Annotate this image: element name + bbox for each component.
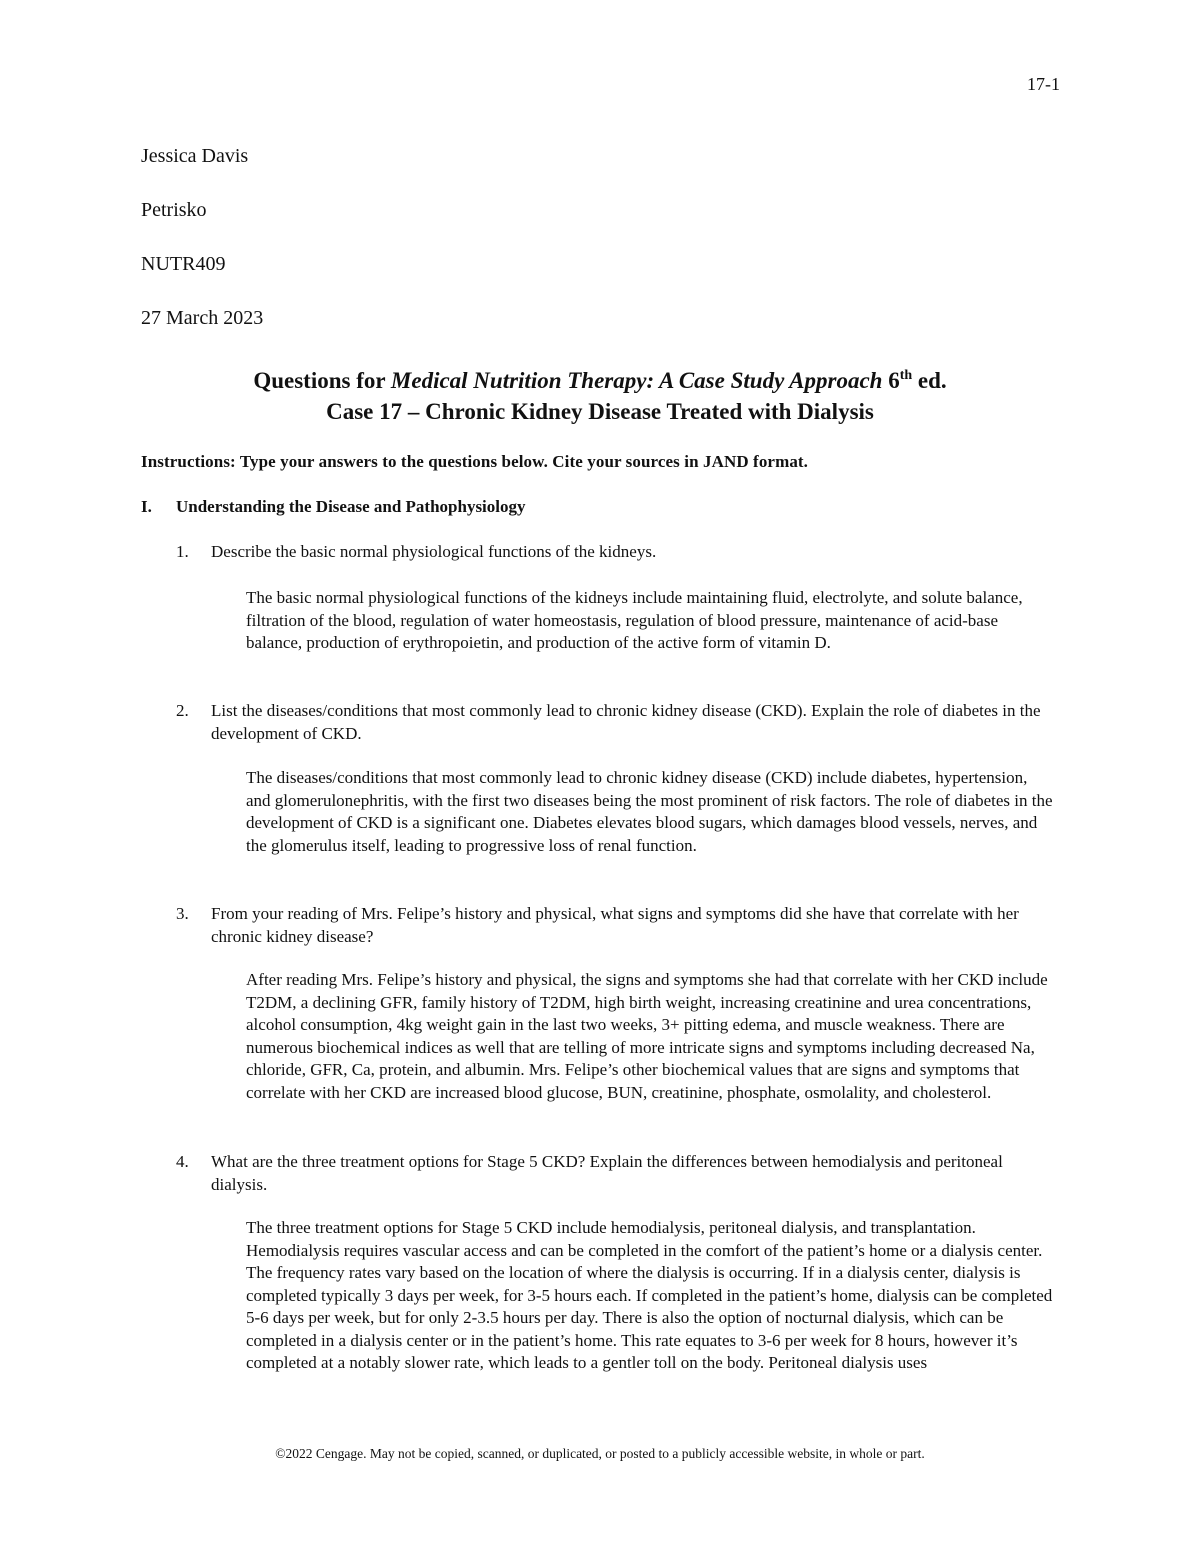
instructions: Instructions: Type your answers to the questions below. Cite your sources in JAND format. bbox=[141, 452, 809, 471]
edition-suffix: ed. bbox=[912, 368, 947, 393]
question-number: 3. bbox=[176, 904, 189, 923]
document-title bbox=[0, 365, 1200, 396]
book-title: Medical Nutrition Therapy: A Case Study Approach bbox=[390, 368, 883, 393]
answer-3: After reading Mrs. Felipe’s history and physical, the signs and symptoms she had that correlate with her CKD include T2DM, a declining GFR, family history of T2DM, high birth weight, increasing creatinine and urea concentrations, alcohol consumption, 4kg weight gain in the last two weeks, 3+ pitting edema, and muscle weakness. There are numerous biochemical indices as well that are telling of more intricate signs and symptoms including decreased Na, chloride, GFR, Ca, protein, and albumin. Mrs. Felipe’s other biochemical values that are signs and symptoms that correlate with her CKD are increased blood glucose, BUN, creatinine, phosphate, osmolality, and cholesterol. bbox=[246, 970, 1048, 1102]
question-number: 1. bbox=[176, 542, 189, 561]
answer-1: The basic normal physiological functions of the kidneys include maintaining fluid, electrolyte, and solute balance, filtration of the blood, regulation of water homeostasis, regulation of blood pressure, maintenance of acid-base balance, production of erythropoietin, and production of the active form of vitamin D. bbox=[246, 588, 1023, 652]
section-number: I. bbox=[141, 497, 152, 516]
question-number: 4. bbox=[176, 1152, 189, 1171]
question-text: Describe the basic normal physiological functions of the kidneys. bbox=[211, 542, 657, 561]
answer-4: The three treatment options for Stage 5 CKD include hemodialysis, peritoneal dialysis, and transplantation. Hemodialysis requires vascular access and can be completed in the comfort of the patient’s home or a dialysis center. The frequency rates vary based on the location of where the dialysis is occurring. If in a dialysis center, dialysis is completed typically 3 days per week, for 3-5 hours each. If completed in the patient’s home, dialysis can be completed 5-6 days per week, but for only 2-3.5 hours per day. There is also the option of nocturnal dialysis, which can be completed in a dialysis center or in the patient’s home. This rate equates to 3-6 per week for 8 hours, however it’s completed at a notably slower rate, which leads to a gentler toll on the body. Peritoneal dialysis uses bbox=[246, 1218, 1053, 1372]
title-prefix: Questions for bbox=[253, 368, 391, 393]
edition-number: 6 bbox=[882, 368, 900, 393]
question-3 bbox=[176, 903, 1056, 948]
question-4 bbox=[176, 1151, 1056, 1196]
edition-superscript: th bbox=[899, 368, 913, 383]
question-text: From your reading of Mrs. Felipe’s history and physical, what signs and symptoms did she have that correlate with her chronic kidney disease? bbox=[211, 904, 1019, 946]
question-number: 2. bbox=[176, 701, 189, 720]
copyright-footer: ©2022 Cengage. May not be copied, scanned, or duplicated, or posted to a publicly accessible website, in whole or part. bbox=[275, 1446, 925, 1461]
question-text: List the diseases/conditions that most commonly lead to chronic kidney disease (CKD). Explain the role of diabetes in the development of CKD. bbox=[211, 701, 1041, 743]
answer-2: The diseases/conditions that most commonly lead to chronic kidney disease (CKD) include diabetes, hypertension, and glomerulonephritis, with the first two diseases being the most prominent of risk factors. The role of diabetes in the development of CKD is a significant one. Diabetes elevates blood sugars, which damages blood vessels, nerves, and the glomerulus itself, leading to progressive loss of renal function. bbox=[246, 768, 1053, 855]
course-code: NUTR409 bbox=[141, 253, 226, 275]
page-number: 17-1 bbox=[1027, 74, 1060, 94]
submission-date: 27 March 2023 bbox=[141, 307, 264, 329]
case-title: Case 17 – Chronic Kidney Disease Treated with Dialysis bbox=[326, 399, 874, 424]
section-title: Understanding the Disease and Pathophysiology bbox=[176, 497, 526, 516]
question-text: What are the three treatment options for Stage 5 CKD? Explain the differences between hemodialysis and peritoneal dialysis. bbox=[211, 1152, 1003, 1194]
question-1 bbox=[176, 541, 1056, 564]
section-heading bbox=[141, 497, 526, 517]
student-name: Jessica Davis bbox=[141, 145, 249, 167]
question-2 bbox=[176, 700, 1056, 745]
instructor-name: Petrisko bbox=[141, 199, 207, 221]
